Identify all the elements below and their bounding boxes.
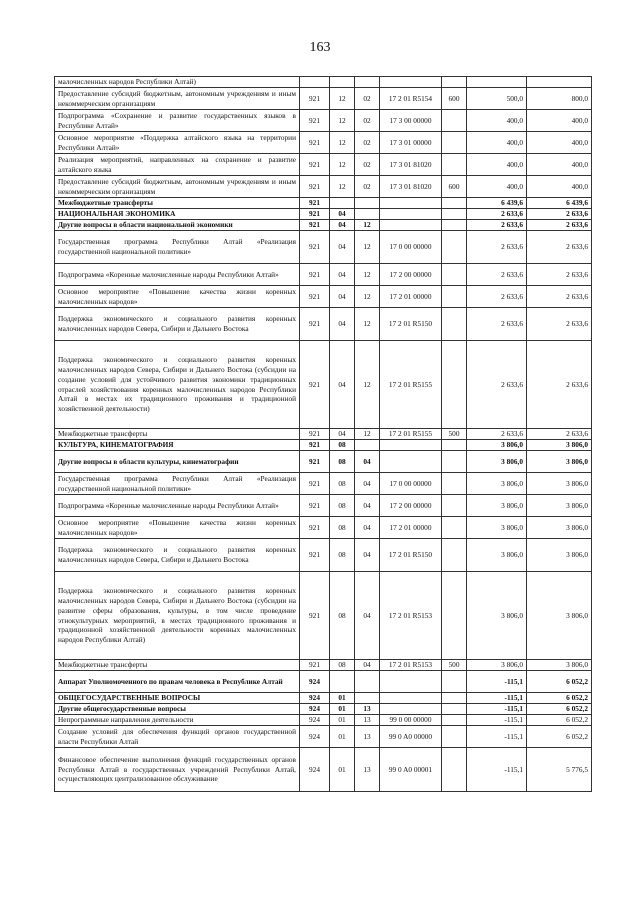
- row-code-cell: 921: [300, 209, 330, 220]
- row-subsection-cell: 13: [355, 748, 380, 792]
- row-csr-cell: 17 3 00 00000: [380, 110, 442, 132]
- row-section-cell: 01: [330, 726, 355, 748]
- row-value2-cell: 6 052,2: [527, 704, 592, 715]
- row-value1-cell: -115,1: [467, 671, 527, 693]
- row-value1-cell: 500,0: [467, 88, 527, 110]
- row-value1-cell: 3 806,0: [467, 572, 527, 660]
- row-expense-type-cell: [442, 341, 467, 429]
- row-value2-cell: 3 806,0: [527, 473, 592, 495]
- row-subsection-cell: [355, 198, 380, 209]
- row-value1-cell: 3 806,0: [467, 660, 527, 671]
- row-section-cell: 04: [330, 286, 355, 308]
- row-code-cell: 921: [300, 660, 330, 671]
- row-code-cell: 921: [300, 517, 330, 539]
- row-subsection-cell: 04: [355, 451, 380, 473]
- row-value1-cell: -115,1: [467, 693, 527, 704]
- row-name-cell: Создание условий для обеспечения функций органов государственной власти Республики Алтай: [55, 726, 300, 748]
- row-subsection-cell: [355, 693, 380, 704]
- row-csr-cell: [380, 198, 442, 209]
- row-csr-cell: 17 2 01 R5153: [380, 572, 442, 660]
- row-name-cell: малочисленных народов Республики Алтай): [55, 77, 300, 88]
- table-row: [55, 726, 592, 748]
- row-section-cell: 01: [330, 693, 355, 704]
- row-subsection-cell: 12: [355, 264, 380, 286]
- row-value1-cell: 400,0: [467, 132, 527, 154]
- row-code-cell: 921: [300, 451, 330, 473]
- row-section-cell: 01: [330, 704, 355, 715]
- row-section-cell: 12: [330, 88, 355, 110]
- table-row: [55, 220, 592, 231]
- row-value2-cell: 6 052,2: [527, 693, 592, 704]
- row-code-cell: 921: [300, 341, 330, 429]
- row-expense-type-cell: 500: [442, 660, 467, 671]
- row-value2-cell: 3 806,0: [527, 660, 592, 671]
- row-expense-type-cell: [442, 231, 467, 264]
- row-code-cell: 921: [300, 154, 330, 176]
- row-csr-cell: 17 2 01 R5153: [380, 660, 442, 671]
- row-expense-type-cell: [442, 704, 467, 715]
- table-row: [55, 517, 592, 539]
- table-row: [55, 77, 592, 88]
- row-csr-cell: 17 3 01 81020: [380, 154, 442, 176]
- row-subsection-cell: 12: [355, 429, 380, 440]
- row-subsection-cell: [355, 440, 380, 451]
- row-code-cell: 921: [300, 264, 330, 286]
- table-row: [55, 660, 592, 671]
- row-subsection-cell: 02: [355, 176, 380, 198]
- row-code-cell: 921: [300, 286, 330, 308]
- row-expense-type-cell: [442, 451, 467, 473]
- row-csr-cell: [380, 693, 442, 704]
- row-value1-cell: 400,0: [467, 110, 527, 132]
- table-row: [55, 132, 592, 154]
- row-section-cell: 04: [330, 341, 355, 429]
- row-expense-type-cell: [442, 440, 467, 451]
- row-value1-cell: 2 633,6: [467, 429, 527, 440]
- row-section-cell: 04: [330, 308, 355, 341]
- row-value1-cell: 6 439,6: [467, 198, 527, 209]
- row-subsection-cell: [355, 671, 380, 693]
- row-csr-cell: 17 2 00 00000: [380, 264, 442, 286]
- row-subsection-cell: 12: [355, 341, 380, 429]
- row-section-cell: 12: [330, 110, 355, 132]
- row-value1-cell: 2 633,6: [467, 264, 527, 286]
- row-name-cell: Подпрограмма «Коренные малочисленные народы Республики Алтай»: [55, 264, 300, 286]
- row-section-cell: 08: [330, 495, 355, 517]
- row-name-cell: Другие вопросы в области культуры, кинематографии: [55, 451, 300, 473]
- row-csr-cell: 17 2 01 R5155: [380, 341, 442, 429]
- row-subsection-cell: 02: [355, 132, 380, 154]
- row-subsection-cell: 04: [355, 473, 380, 495]
- row-expense-type-cell: 600: [442, 88, 467, 110]
- row-value1-cell: 3 806,0: [467, 440, 527, 451]
- row-code-cell: 921: [300, 198, 330, 209]
- row-csr-cell: [380, 209, 442, 220]
- row-name-cell: Другие вопросы в области национальной экономики: [55, 220, 300, 231]
- row-section-cell: 12: [330, 132, 355, 154]
- row-expense-type-cell: [442, 198, 467, 209]
- row-value1-cell: 3 806,0: [467, 495, 527, 517]
- row-section-cell: 08: [330, 473, 355, 495]
- row-value2-cell: 3 806,0: [527, 539, 592, 572]
- table-row: [55, 473, 592, 495]
- row-value2-cell: 2 633,6: [527, 429, 592, 440]
- row-expense-type-cell: [442, 220, 467, 231]
- row-code-cell: 921: [300, 110, 330, 132]
- row-value2-cell: 3 806,0: [527, 451, 592, 473]
- row-value1-cell: 3 806,0: [467, 517, 527, 539]
- row-code-cell: 921: [300, 132, 330, 154]
- row-name-cell: Поддержка экономического и социального развития коренных малочисленных народов Севера, Сибири и Дальнего Востока (субсидии на создание условий для устойчивого развития экономики традиционных отраслей хозяйствования коренных малочисленных народов Республики Алтай в местах их традиционного проживания и традиционной хозяйственной деятельности): [55, 341, 300, 429]
- row-name-cell: ОБЩЕГОСУДАРСТВЕННЫЕ ВОПРОСЫ: [55, 693, 300, 704]
- row-expense-type-cell: [442, 132, 467, 154]
- row-name-cell: Основное мероприятие «Поддержка алтайского языка на территории Республики Алтай»: [55, 132, 300, 154]
- row-csr-cell: 17 2 01 00000: [380, 286, 442, 308]
- row-csr-cell: 17 0 00 00000: [380, 473, 442, 495]
- table-row: [55, 176, 592, 198]
- row-name-cell: КУЛЬТУРА, КИНЕМАТОГРАФИЯ: [55, 440, 300, 451]
- row-value2-cell: 6 052,2: [527, 671, 592, 693]
- row-csr-cell: 17 3 01 00000: [380, 132, 442, 154]
- row-code-cell: 921: [300, 220, 330, 231]
- row-expense-type-cell: [442, 77, 467, 88]
- row-value1-cell: -115,1: [467, 748, 527, 792]
- row-expense-type-cell: [442, 495, 467, 517]
- row-expense-type-cell: [442, 726, 467, 748]
- row-value1-cell: 400,0: [467, 154, 527, 176]
- row-value2-cell: 800,0: [527, 88, 592, 110]
- row-expense-type-cell: [442, 286, 467, 308]
- row-section-cell: 04: [330, 429, 355, 440]
- row-value2-cell: [527, 77, 592, 88]
- row-csr-cell: [380, 671, 442, 693]
- row-expense-type-cell: [442, 693, 467, 704]
- table-row: [55, 198, 592, 209]
- row-subsection-cell: 13: [355, 704, 380, 715]
- row-value1-cell: -115,1: [467, 726, 527, 748]
- row-subsection-cell: 12: [355, 286, 380, 308]
- row-subsection-cell: 12: [355, 231, 380, 264]
- table-row: [55, 231, 592, 264]
- row-code-cell: 921: [300, 176, 330, 198]
- row-section-cell: 08: [330, 440, 355, 451]
- row-section-cell: 04: [330, 220, 355, 231]
- row-subsection-cell: 04: [355, 660, 380, 671]
- row-value1-cell: 2 633,6: [467, 209, 527, 220]
- row-code-cell: 924: [300, 671, 330, 693]
- row-section-cell: 04: [330, 231, 355, 264]
- row-csr-cell: 17 2 01 R5154: [380, 88, 442, 110]
- row-subsection-cell: 04: [355, 517, 380, 539]
- row-value2-cell: 6 439,6: [527, 198, 592, 209]
- row-value2-cell: 400,0: [527, 110, 592, 132]
- row-csr-cell: 17 2 01 00000: [380, 517, 442, 539]
- table-row: [55, 451, 592, 473]
- row-value2-cell: 3 806,0: [527, 440, 592, 451]
- row-csr-cell: [380, 704, 442, 715]
- row-name-cell: Поддержка экономического и социального развития коренных малочисленных народов Севера, Сибири и Дальнего Востока: [55, 539, 300, 572]
- table-row: [55, 308, 592, 341]
- row-name-cell: НАЦИОНАЛЬНАЯ ЭКОНОМИКА: [55, 209, 300, 220]
- row-csr-cell: [380, 220, 442, 231]
- row-value2-cell: 3 806,0: [527, 495, 592, 517]
- row-value1-cell: 2 633,6: [467, 286, 527, 308]
- table-row: [55, 671, 592, 693]
- row-value2-cell: 2 633,6: [527, 220, 592, 231]
- row-value2-cell: 6 052,2: [527, 726, 592, 748]
- row-name-cell: Государственная программа Республики Алтай «Реализация государственной национальной политики»: [55, 473, 300, 495]
- row-code-cell: 921: [300, 440, 330, 451]
- row-value1-cell: 3 806,0: [467, 451, 527, 473]
- row-csr-cell: 99 0 A0 00001: [380, 748, 442, 792]
- row-value2-cell: 2 633,6: [527, 209, 592, 220]
- row-name-cell: Поддержка экономического и социального развития коренных малочисленных народов Севера, Сибири и Дальнего Востока: [55, 308, 300, 341]
- row-value1-cell: 2 633,6: [467, 231, 527, 264]
- row-subsection-cell: 02: [355, 154, 380, 176]
- row-code-cell: [300, 77, 330, 88]
- row-value2-cell: 2 633,6: [527, 231, 592, 264]
- table-row: [55, 286, 592, 308]
- row-code-cell: 921: [300, 473, 330, 495]
- row-section-cell: 12: [330, 154, 355, 176]
- row-name-cell: Непрограммные направления деятельности: [55, 715, 300, 726]
- row-name-cell: Другие общегосударственные вопросы: [55, 704, 300, 715]
- row-value1-cell: 2 633,6: [467, 308, 527, 341]
- row-code-cell: 921: [300, 429, 330, 440]
- row-name-cell: Аппарат Уполномоченного по правам человека в Республике Алтай: [55, 671, 300, 693]
- table-row: [55, 341, 592, 429]
- row-value2-cell: 2 633,6: [527, 308, 592, 341]
- row-value1-cell: -115,1: [467, 704, 527, 715]
- row-expense-type-cell: 500: [442, 429, 467, 440]
- row-section-cell: [330, 671, 355, 693]
- row-value1-cell: -115,1: [467, 715, 527, 726]
- row-expense-type-cell: [442, 671, 467, 693]
- row-csr-cell: [380, 451, 442, 473]
- row-code-cell: 924: [300, 726, 330, 748]
- row-expense-type-cell: [442, 473, 467, 495]
- row-code-cell: 921: [300, 231, 330, 264]
- row-section-cell: 08: [330, 660, 355, 671]
- row-code-cell: 924: [300, 704, 330, 715]
- row-subsection-cell: 13: [355, 726, 380, 748]
- row-name-cell: Финансовое обеспечение выполнения функций государственных органов Республики Алтай в государственных учреждений Республики Алтай, осуществляющих централизованное обслуживание: [55, 748, 300, 792]
- budget-table: [54, 76, 592, 792]
- row-code-cell: 924: [300, 748, 330, 792]
- row-value1-cell: 400,0: [467, 176, 527, 198]
- row-section-cell: 01: [330, 748, 355, 792]
- row-value2-cell: 400,0: [527, 132, 592, 154]
- row-expense-type-cell: [442, 572, 467, 660]
- row-csr-cell: 99 0 00 00000: [380, 715, 442, 726]
- table-row: [55, 693, 592, 704]
- row-code-cell: 921: [300, 539, 330, 572]
- row-subsection-cell: 04: [355, 495, 380, 517]
- row-expense-type-cell: [442, 264, 467, 286]
- row-expense-type-cell: 600: [442, 176, 467, 198]
- row-subsection-cell: 04: [355, 572, 380, 660]
- row-value1-cell: 3 806,0: [467, 539, 527, 572]
- row-section-cell: 12: [330, 176, 355, 198]
- row-value2-cell: 6 052,2: [527, 715, 592, 726]
- row-value1-cell: [467, 77, 527, 88]
- row-value2-cell: 3 806,0: [527, 572, 592, 660]
- row-subsection-cell: 12: [355, 308, 380, 341]
- table-row: [55, 440, 592, 451]
- row-section-cell: 08: [330, 572, 355, 660]
- row-name-cell: Реализация мероприятий, направленных на сохранение и развитие алтайского языка: [55, 154, 300, 176]
- table-row: [55, 264, 592, 286]
- row-value2-cell: 3 806,0: [527, 517, 592, 539]
- row-name-cell: Предоставление субсидий бюджетным, автономным учреждениям и иным некоммерческим организациям: [55, 176, 300, 198]
- row-expense-type-cell: [442, 517, 467, 539]
- row-name-cell: Основное мероприятие «Повышение качества жизни коренных малочисленных народов»: [55, 286, 300, 308]
- row-value1-cell: 2 633,6: [467, 341, 527, 429]
- table-row: [55, 110, 592, 132]
- row-name-cell: Межбюджетные трансферты: [55, 429, 300, 440]
- page-number: 163: [309, 40, 331, 55]
- row-subsection-cell: [355, 209, 380, 220]
- row-expense-type-cell: [442, 748, 467, 792]
- table-row: [55, 539, 592, 572]
- row-csr-cell: 17 0 00 00000: [380, 231, 442, 264]
- row-expense-type-cell: [442, 209, 467, 220]
- table-row: [55, 572, 592, 660]
- row-value2-cell: 400,0: [527, 176, 592, 198]
- row-value2-cell: 2 633,6: [527, 341, 592, 429]
- row-section-cell: 04: [330, 209, 355, 220]
- row-section-cell: 08: [330, 517, 355, 539]
- row-value1-cell: 3 806,0: [467, 473, 527, 495]
- row-code-cell: 921: [300, 495, 330, 517]
- row-name-cell: Межбюджетные трансферты: [55, 660, 300, 671]
- row-expense-type-cell: [442, 539, 467, 572]
- row-name-cell: Подпрограмма «Сохранение и развитие государственных языков в Республике Алтай»: [55, 110, 300, 132]
- row-section-cell: 01: [330, 715, 355, 726]
- row-csr-cell: 17 2 00 00000: [380, 495, 442, 517]
- table-row: [55, 88, 592, 110]
- row-name-cell: Межбюджетные трансферты: [55, 198, 300, 209]
- row-section-cell: [330, 77, 355, 88]
- row-section-cell: 08: [330, 539, 355, 572]
- row-expense-type-cell: [442, 110, 467, 132]
- table-row: [55, 704, 592, 715]
- table-row: [55, 715, 592, 726]
- row-section-cell: 04: [330, 264, 355, 286]
- table-row: [55, 209, 592, 220]
- row-code-cell: 921: [300, 572, 330, 660]
- row-expense-type-cell: [442, 154, 467, 176]
- table-row: [55, 429, 592, 440]
- row-csr-cell: 17 2 01 R5150: [380, 308, 442, 341]
- row-subsection-cell: 12: [355, 220, 380, 231]
- row-subsection-cell: 13: [355, 715, 380, 726]
- row-value2-cell: 400,0: [527, 154, 592, 176]
- row-name-cell: Предоставление субсидий бюджетным, автономным учреждениям и иным некоммерческим организациям: [55, 88, 300, 110]
- row-name-cell: Государственная программа Республики Алтай «Реализация государственной национальной политики»: [55, 231, 300, 264]
- row-csr-cell: 99 0 A0 00000: [380, 726, 442, 748]
- row-expense-type-cell: [442, 308, 467, 341]
- row-code-cell: 924: [300, 693, 330, 704]
- row-name-cell: Основное мероприятие «Повышение качества жизни коренных малочисленных народов»: [55, 517, 300, 539]
- row-code-cell: 921: [300, 308, 330, 341]
- row-subsection-cell: 02: [355, 110, 380, 132]
- row-code-cell: 924: [300, 715, 330, 726]
- row-section-cell: 08: [330, 451, 355, 473]
- row-csr-cell: [380, 440, 442, 451]
- row-name-cell: Поддержка экономического и социального развития коренных малочисленных народов Севера, Сибири и Дальнего Востока (субсидии на развитие сферы образования, культуры, в том числе проведение этнокультурных мероприятий, в местах традиционного проживания и традиционной хозяйственной деятельности коренных малочисленных народов Республики Алтай): [55, 572, 300, 660]
- row-csr-cell: 17 3 01 81020: [380, 176, 442, 198]
- row-value2-cell: 5 776,5: [527, 748, 592, 792]
- row-subsection-cell: 04: [355, 539, 380, 572]
- row-csr-cell: [380, 77, 442, 88]
- row-csr-cell: 17 2 01 R5155: [380, 429, 442, 440]
- row-value2-cell: 2 633,6: [527, 264, 592, 286]
- row-value1-cell: 2 633,6: [467, 220, 527, 231]
- table-row: [55, 748, 592, 792]
- table-row: [55, 154, 592, 176]
- row-section-cell: [330, 198, 355, 209]
- row-expense-type-cell: [442, 715, 467, 726]
- row-code-cell: 921: [300, 88, 330, 110]
- row-name-cell: Подпрограмма «Коренные малочисленные народы Республики Алтай»: [55, 495, 300, 517]
- row-value2-cell: 2 633,6: [527, 286, 592, 308]
- row-subsection-cell: [355, 77, 380, 88]
- row-subsection-cell: 02: [355, 88, 380, 110]
- row-csr-cell: 17 2 01 R5150: [380, 539, 442, 572]
- table-row: [55, 495, 592, 517]
